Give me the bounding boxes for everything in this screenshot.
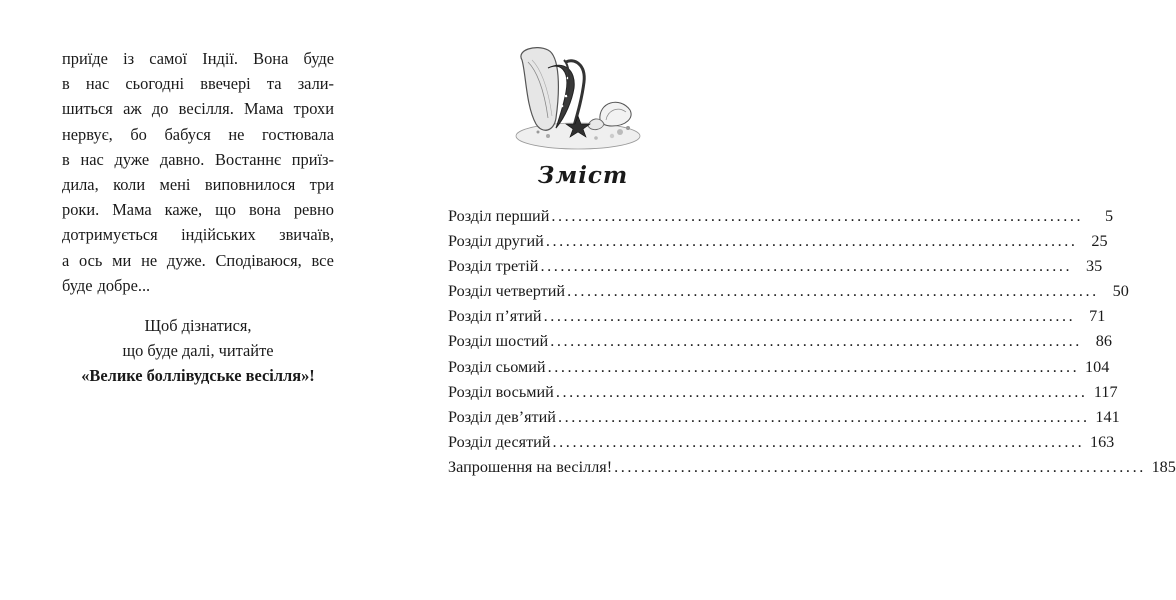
body-word: бабуся [164, 124, 211, 144]
toc-entry-label: Розділ шостий [448, 332, 549, 351]
toc-entry-label: Запрошення на весілля! [448, 457, 613, 476]
body-word: давно. [159, 149, 205, 169]
body-word: нас [80, 149, 104, 169]
toc-entry-label: Розділ сьомий [448, 357, 546, 376]
body-text-line [62, 248, 334, 273]
body-word: нервує, [62, 124, 113, 144]
toc-entry [448, 207, 1114, 232]
body-word: Мама [244, 99, 284, 119]
body-word: добре... [97, 275, 151, 295]
beach-sandals-illustration-icon [508, 40, 650, 152]
body-word: весілля. [178, 99, 234, 119]
teaser-line-1: Щоб дізнатися, [144, 316, 252, 335]
body-word: ось [79, 250, 103, 270]
body-text-line [62, 273, 334, 298]
toc-entry-page-number: 71 [1089, 307, 1106, 326]
body-word: Індії. [202, 49, 239, 68]
toc-entry [448, 282, 1129, 307]
toc-entry [448, 407, 1120, 433]
toc-entry-page-number: 141 [1095, 407, 1120, 426]
body-word: дуже. [166, 250, 206, 270]
body-word: трохи [293, 99, 334, 119]
toc-entry [448, 257, 1103, 282]
toc-entry-label: Розділ п’ятий [448, 307, 542, 326]
toc-dot-leader: ................................................................................ [557, 407, 1090, 426]
toc-dot-leader: ................................................................................ [543, 307, 1076, 326]
body-word: дила, [62, 174, 99, 194]
body-word: каже, [164, 200, 203, 220]
toc-entry-page-number: 104 [1085, 357, 1110, 376]
toc-dot-leader: ................................................................................ [551, 207, 1084, 225]
teaser-line-2: що буде далі, читайте [122, 341, 274, 361]
toc-entry [448, 307, 1106, 332]
toc-entry [448, 382, 1118, 408]
toc-entry-page-number: 25 [1091, 232, 1108, 251]
body-word: в [62, 149, 70, 169]
toc-entry-label: Розділ третій [448, 257, 539, 276]
body-word: індійських [181, 225, 256, 245]
body-word: до [151, 99, 169, 119]
toc-heading: Зміст [537, 162, 629, 189]
body-word: зали- [297, 74, 334, 94]
toc-entry-label: Розділ другий [448, 232, 544, 251]
body-word: коли [113, 174, 146, 194]
body-word: Сподіваюся, [215, 250, 302, 270]
toc-dot-leader: ................................................................................ [567, 282, 1099, 301]
body-text-line [62, 122, 334, 147]
toc-entry-page-number: 163 [1089, 432, 1115, 451]
toc-entry-page-number: 50 [1112, 282, 1129, 301]
body-text-line [62, 147, 334, 172]
body-word: в [62, 74, 70, 94]
body-word: роки. [62, 200, 100, 220]
toc-entry [448, 357, 1110, 383]
body-word: виповнилося [204, 174, 296, 194]
toc-dot-leader: ................................................................................ [614, 457, 1146, 476]
toc-entry [448, 432, 1115, 458]
body-word: дотримується [62, 225, 158, 245]
body-text-line [62, 222, 334, 247]
body-word: буде [62, 275, 93, 295]
toc-dot-leader: ................................................................................ [550, 332, 1082, 351]
toc-entry-label: Розділ перший [448, 207, 550, 225]
body-text-line [62, 71, 334, 96]
body-word: самої [149, 49, 188, 68]
body-word: що [215, 200, 236, 220]
body-word: із [123, 49, 135, 68]
body-word: приїде [62, 49, 108, 68]
body-word: звичаїв, [279, 225, 334, 245]
toc-dot-leader: ................................................................................ [545, 232, 1078, 251]
body-word: не [228, 124, 245, 144]
body-word: Мама [112, 200, 152, 220]
toc-dot-leader: ................................................................................ [547, 357, 1080, 376]
body-text-line [62, 46, 334, 71]
body-word: все [311, 250, 334, 270]
body-word: Востаннє [215, 149, 282, 169]
body-word: нас [85, 74, 110, 94]
toc-entry-label: Розділ десятий [448, 432, 551, 451]
toc-entry [448, 332, 1112, 357]
body-word: ми [112, 250, 132, 270]
toc-entry-page-number: 5 [1105, 207, 1114, 225]
toc-entry [448, 232, 1108, 257]
body-word: сьогодні [125, 74, 185, 94]
body-word: приїз- [291, 149, 334, 169]
body-word: буде [303, 49, 334, 68]
body-word: аж [123, 99, 142, 119]
toc-entry-page-number: 35 [1086, 257, 1103, 276]
toc-entry-page-number: 117 [1093, 382, 1118, 401]
toc-entry-label: Розділ дев’ятий [448, 407, 556, 426]
body-text-line [62, 197, 334, 222]
toc-entry-page-number: 185 [1151, 457, 1176, 476]
body-word: дуже [114, 149, 150, 169]
body-word: та [266, 74, 282, 94]
body-word: не [141, 250, 158, 270]
toc-dot-leader: ................................................................................ [552, 432, 1085, 451]
body-text-line [62, 96, 334, 121]
body-word: Вона [253, 49, 289, 68]
teaser-block [62, 313, 334, 389]
body-word: ввечері [200, 74, 251, 94]
body-word: три [309, 174, 334, 194]
toc-entry-page-number: 86 [1095, 332, 1112, 351]
body-word: бо [130, 124, 147, 144]
left-page-body-text [62, 46, 334, 298]
body-word: ревно [293, 200, 334, 220]
table-of-contents [448, 207, 1176, 483]
body-word: шиться [62, 99, 113, 119]
body-word: вона [248, 200, 281, 220]
toc-dot-leader: ................................................................................ [555, 382, 1088, 401]
toc-dot-leader: ................................................................................ [540, 257, 1073, 276]
body-word: мені [159, 174, 191, 194]
body-word: гостювала [262, 124, 334, 144]
body-text-line [62, 172, 334, 197]
toc-entry [448, 457, 1176, 483]
body-word: а [62, 250, 70, 270]
teaser-book-title: «Велике боллівудське весілля»! [81, 366, 315, 386]
toc-entry-label: Розділ восьмий [448, 382, 554, 401]
toc-entry-label: Розділ четвертий [448, 282, 566, 301]
